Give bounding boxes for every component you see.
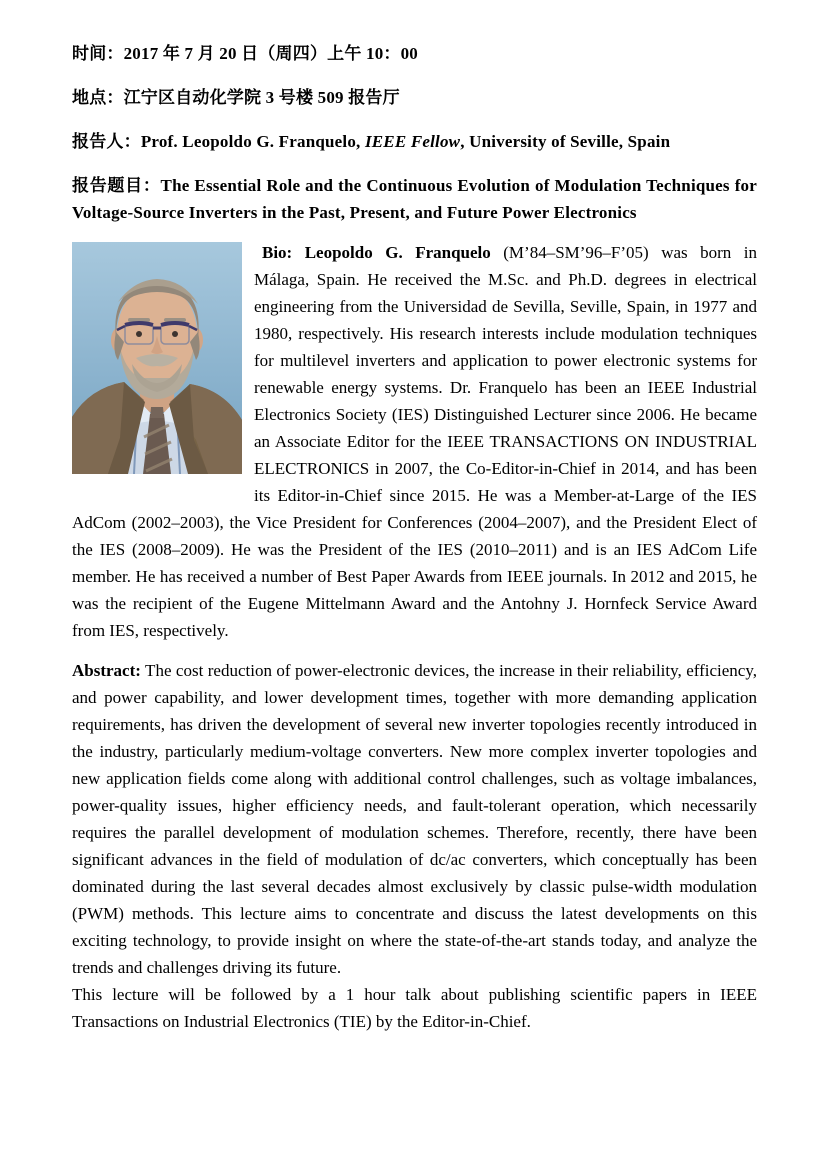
speaker-affiliation: , University of Seville, Spain — [460, 132, 671, 151]
bio-section — [72, 239, 757, 644]
abstract-text: The cost reduction of power-electronic devices, the increase in their reliability, efficiency, and power capability, and lower development times, together with more demanding application requirements, has driven the development of several new inverter topologies recently introduced in the industry, particularly medium-voltage converters. New more complex inverter topologies and new application fields come along with additional control challenges, such as voltage imbalances, power-quality issues, higher efficiency needs, and fault-tolerant operation, which necessarily requires the parallel development of modulation schemes. Therefore, recently, there have been significant advances in the field of modulation of dc/ac converters, which conceptually has been dominated during the last several decades almost exclusively by classic pulse-width modulation (PWM) methods. This lecture aims to concentrate and discuss the latest developments on this exciting technology, to provide insight on where the state-of-the-art stands today, and analyze the trends and challenges driving its future. — [72, 661, 757, 977]
bio-label: Bio: — [262, 243, 293, 262]
speaker-fellow-title: IEEE Fellow — [364, 132, 461, 151]
speaker-line — [72, 128, 757, 155]
talk-title-line — [72, 172, 757, 226]
time-line — [72, 40, 757, 67]
talk-title-label: 报告题目： — [72, 176, 161, 195]
bio-text: (M’84–SM’96–F’05) was born in Málaga, Spain. He received the M.Sc. and Ph.D. degrees in electrical engineering from the Universidad de Sevilla, Seville, Spain, in 1977 and 1980, respectively. His research interests include modulation techniques for multilevel inverters and application to power electronic systems for renewable energy systems. Dr. Franquelo has been an IEEE Industrial Electronics Society (IES) Distinguished Lecturer since 2006. He became an Associate Editor for the IEEE TRANSACTIONS ON INDUSTRIAL ELECTRONICS in 2007, the Co-Editor-in-Chief in 2014, and has been its Editor-in-Chief since 2015. He was a Member-at-Large of the IES AdCom (2002–2003), the Vice President for Conferences (2004–2007), and the President Elect of the IES (2008–2009). He was the President of the IES (2010–2011) and is an IES AdCom Life member. He has received a number of Best Paper Awards from IEEE journals. In 2012 and 2015, he was the recipient of the Eugene Mittelmann Award and the Antohny J. Hornfeck Service Award from IES, respectively. — [72, 243, 757, 640]
location-label: 地点： — [72, 88, 124, 107]
location-line — [72, 84, 757, 111]
speaker-name: Prof. Leopoldo G. Franquelo, — [140, 132, 365, 151]
abstract-section — [72, 657, 757, 981]
speaker-label: 报告人： — [72, 132, 141, 151]
time-value: 2017 年 7 月 20 日（周四）上午 10：00 — [123, 44, 419, 63]
abstract-label: Abstract: — [72, 661, 141, 680]
time-label: 时间： — [72, 44, 124, 63]
talk-title-value: The Essential Role and the Continuous Evolution of Modulation Techniques for Voltage-Source Inverters in the Past, Present, and Future Power Electronics — [72, 176, 758, 222]
bio-speaker-name: Leopoldo G. Franquelo — [292, 243, 491, 262]
speaker-photo — [72, 242, 242, 474]
location-value: 江宁区自动化学院 3 号楼 509 报告厅 — [123, 88, 400, 107]
followup-note: This lecture will be followed by a 1 hour talk about publishing scientific papers in IEEE Transactions on Industrial Electronics (TIE) by the Editor-in-Chief. — [72, 985, 757, 1031]
